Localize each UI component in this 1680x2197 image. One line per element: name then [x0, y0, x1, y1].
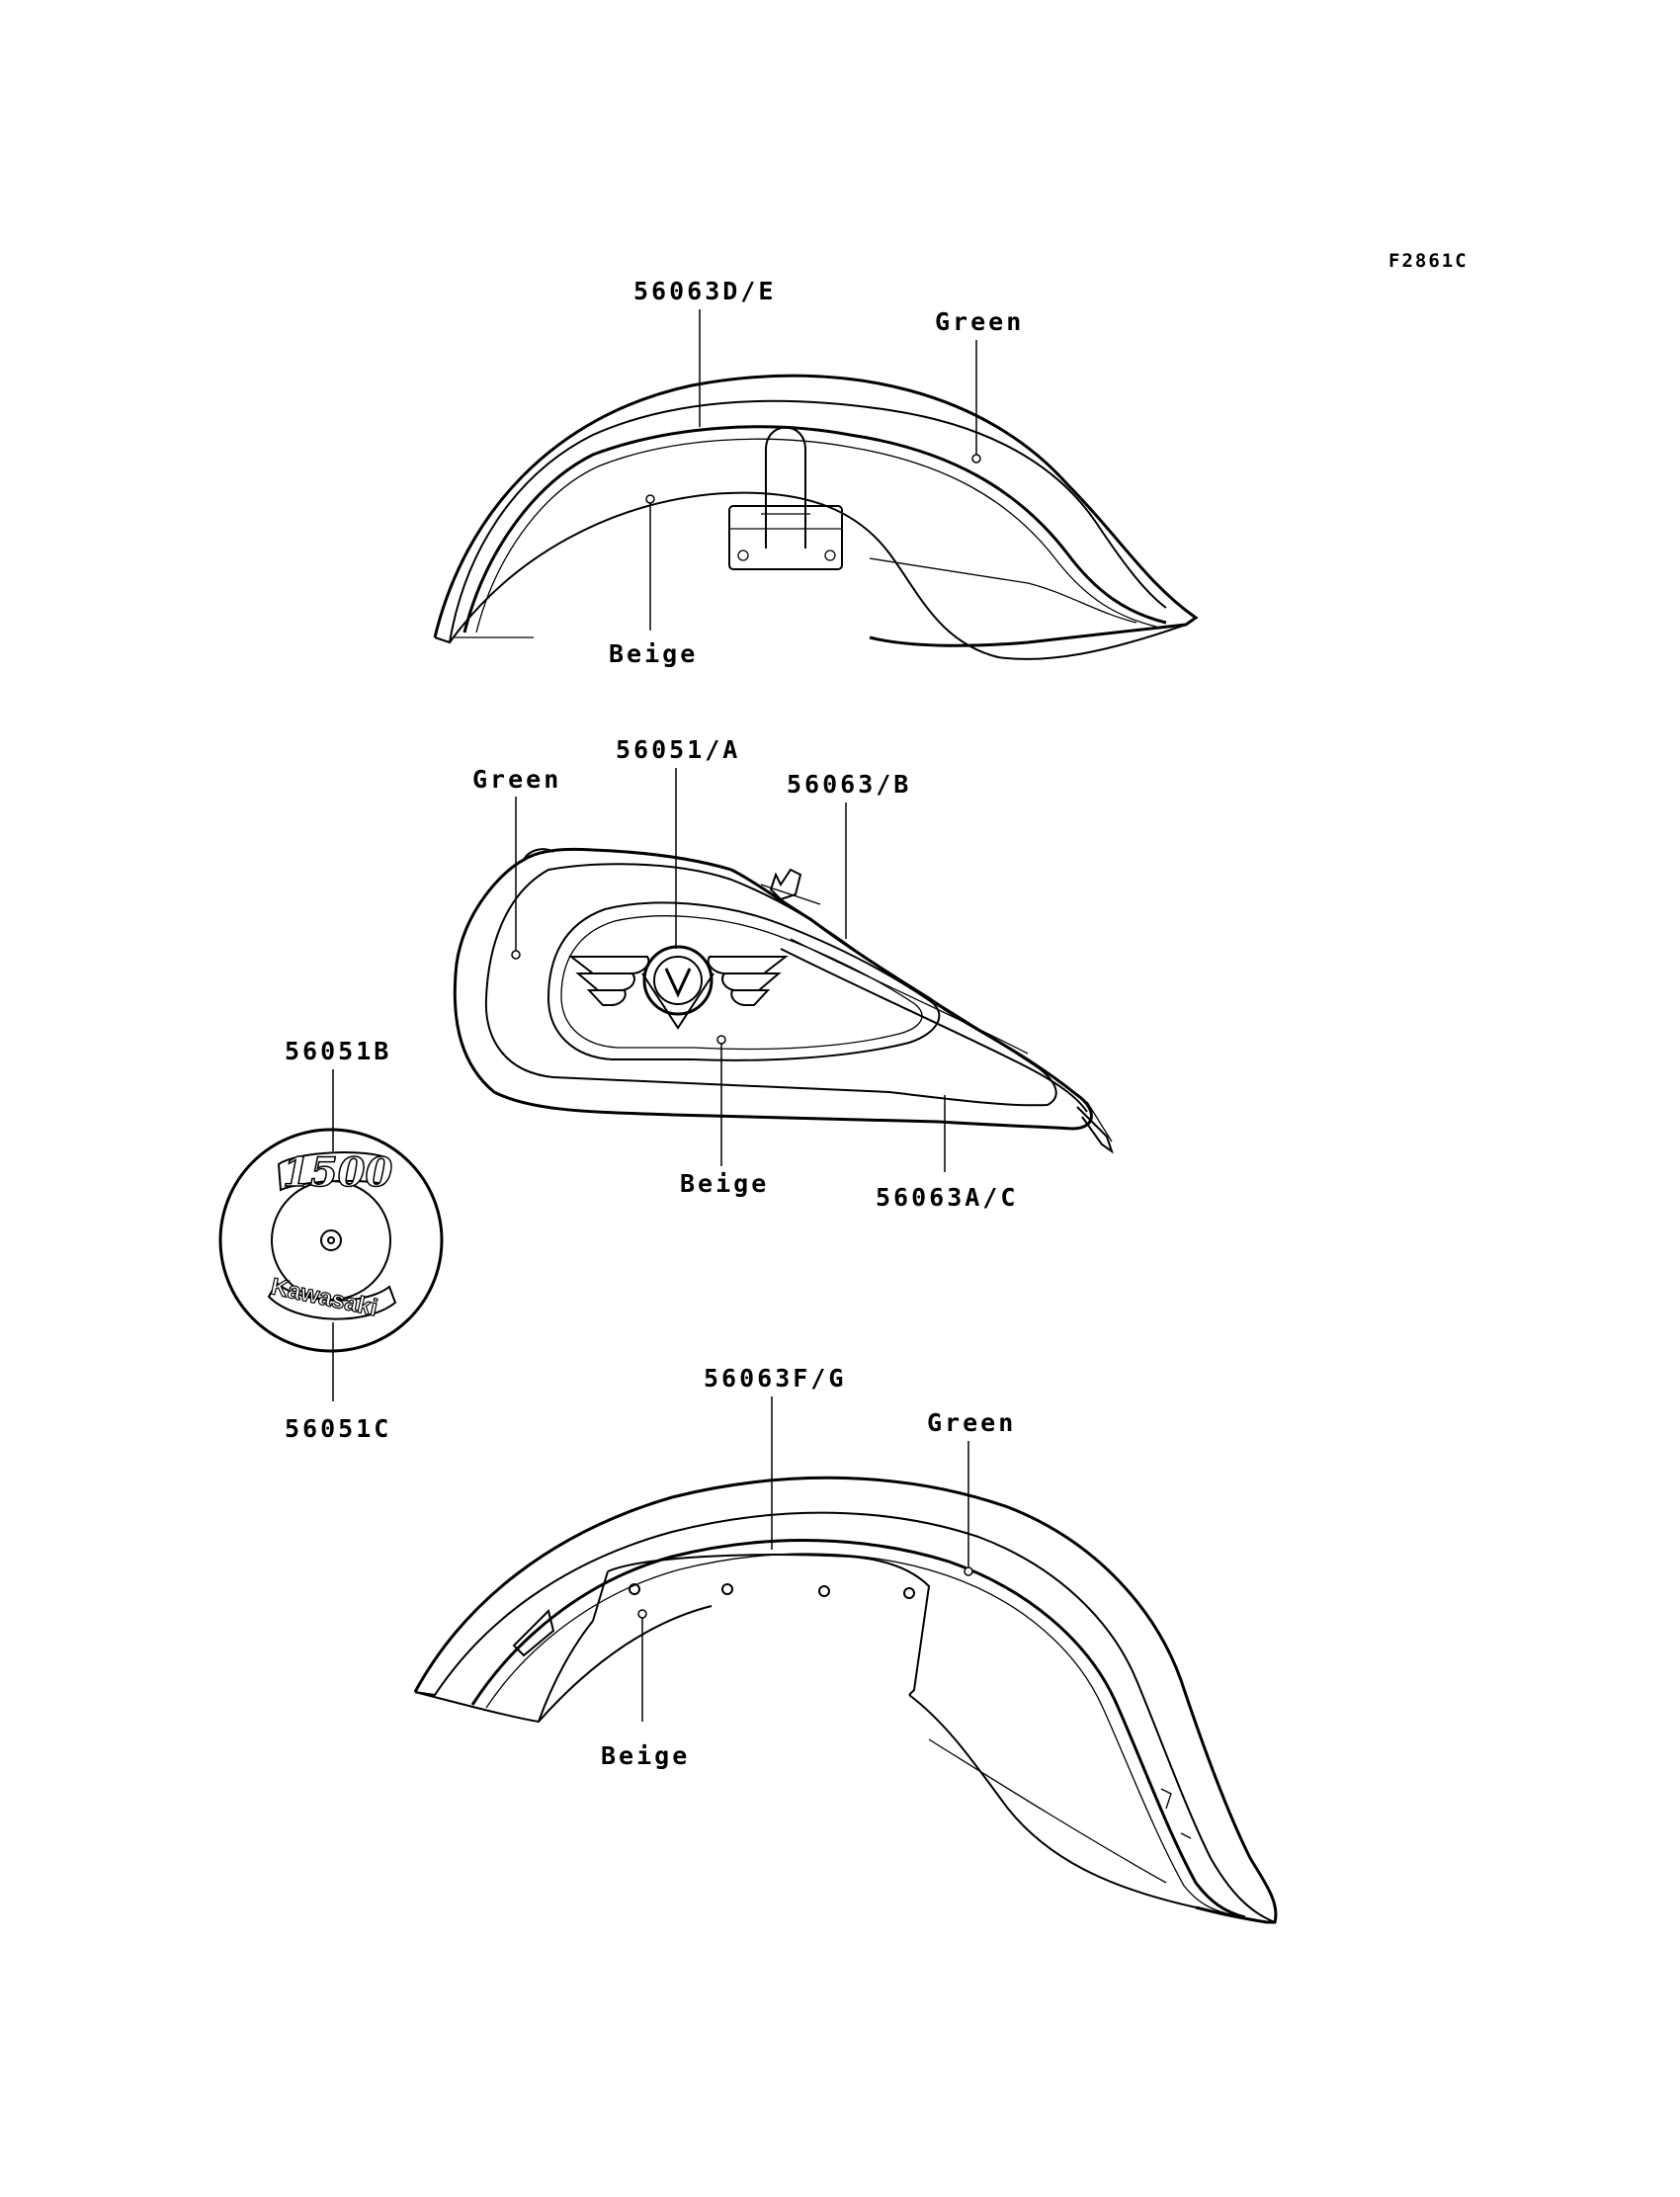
side-cover-upper-label: 56051B — [285, 1037, 392, 1065]
figure-code: F2861C — [1388, 250, 1469, 272]
rear-fender-beige-marker — [638, 1610, 646, 1618]
tank-lower-stripe-label: 56063A/C — [876, 1183, 1019, 1212]
front-fender-beige-marker — [646, 495, 654, 503]
tank-emblem — [571, 947, 786, 1028]
tank-emblem-label: 56051/A — [616, 735, 741, 764]
rear-fender — [415, 1364, 1276, 1922]
tank-upper-stripe-label: 56063/B — [787, 770, 912, 799]
tank-green-marker — [512, 951, 520, 959]
rear-fender-part-label: 56063F/G — [704, 1364, 847, 1393]
fuel-tank — [455, 735, 1112, 1212]
tank-beige-label: Beige — [680, 1169, 770, 1198]
tank-green-label: Green — [472, 765, 562, 794]
front-fender — [435, 277, 1196, 668]
side-cover-logo-1500: 1500 — [283, 1149, 393, 1196]
side-cover-lower-label: 56051C — [285, 1414, 392, 1443]
front-fender-part-label: 56063D/E — [633, 277, 777, 305]
front-fender-green-marker — [972, 455, 980, 463]
rear-fender-green-marker — [965, 1567, 972, 1575]
front-fender-beige-label: Beige — [609, 639, 699, 668]
rear-fender-green-label: Green — [927, 1408, 1017, 1437]
front-fender-green-label: Green — [935, 307, 1025, 336]
tank-beige-marker — [717, 1036, 725, 1044]
rear-fender-beige-label: Beige — [601, 1741, 691, 1770]
side-cover — [220, 1037, 442, 1443]
side-cover-logo-kawasaki: Kawasaki — [268, 1273, 380, 1322]
